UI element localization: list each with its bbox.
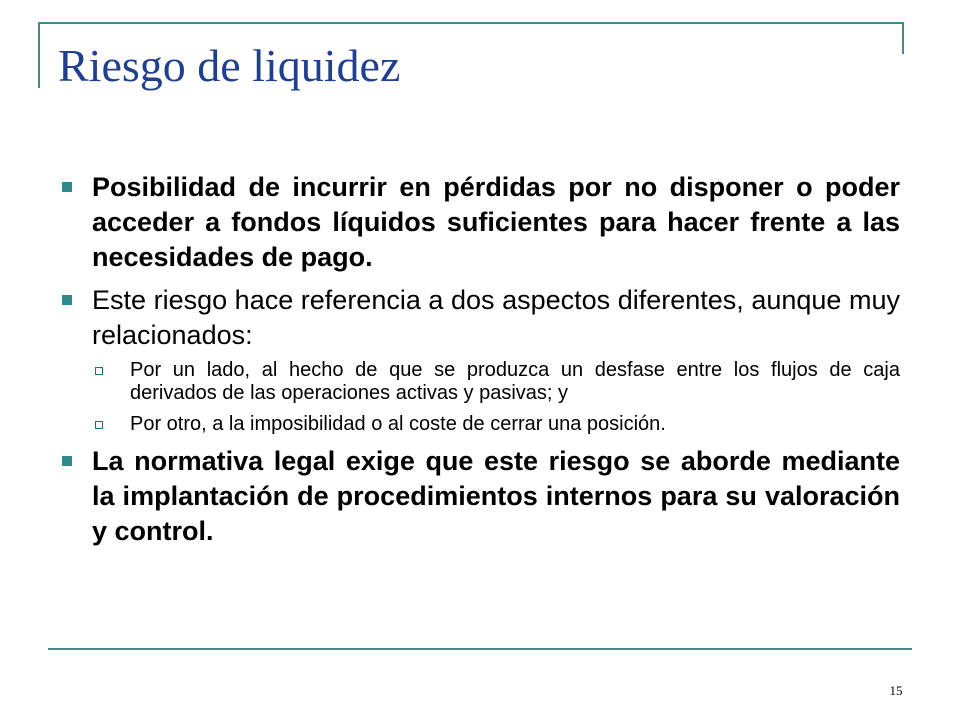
left-frame-line — [38, 22, 40, 88]
sub-bullet-text: Por un lado, al hecho de que se produzca un desfase entre los flujos de caja derivados de las operaciones activas y pasivas; y — [130, 359, 900, 404]
square-bullet-icon — [62, 456, 72, 466]
page-number: 15 — [889, 683, 903, 698]
sub-bullet-item-cash-flows — [58, 359, 900, 405]
bullet-text: Posibilidad de incurrir en pérdidas por no disponer o poder acceder a fondos líquidos suficientes para hacer frente a las necesidades de pago. — [92, 172, 900, 272]
square-bullet-icon — [62, 182, 72, 192]
bullet-text: La normativa legal exige que este riesgo se aborde mediante la implantación de procedimientos internos para su valoración y control. — [92, 446, 900, 546]
square-bullet-icon — [62, 295, 72, 305]
sub-bullet-item-closing-cost — [58, 413, 900, 436]
bullet-item-definition — [58, 170, 900, 275]
slide-content — [58, 170, 900, 557]
hollow-square-bullet-icon — [95, 367, 103, 375]
hollow-square-bullet-icon — [95, 421, 103, 429]
sub-bullet-text: Por otro, a la imposibilidad o al coste de cerrar una posición. — [130, 413, 666, 435]
bottom-frame-line — [48, 648, 912, 650]
sub-bullet-list — [58, 359, 900, 436]
right-frame-line — [902, 22, 904, 54]
top-frame-line — [38, 22, 904, 24]
bullet-text: Este riesgo hace referencia a dos aspectos diferentes, aunque muy relacionados: — [92, 285, 900, 350]
bullet-item-regulation — [58, 444, 900, 549]
slide-title: Riesgo de liquidez — [58, 40, 401, 91]
bullet-item-aspects — [58, 283, 900, 353]
